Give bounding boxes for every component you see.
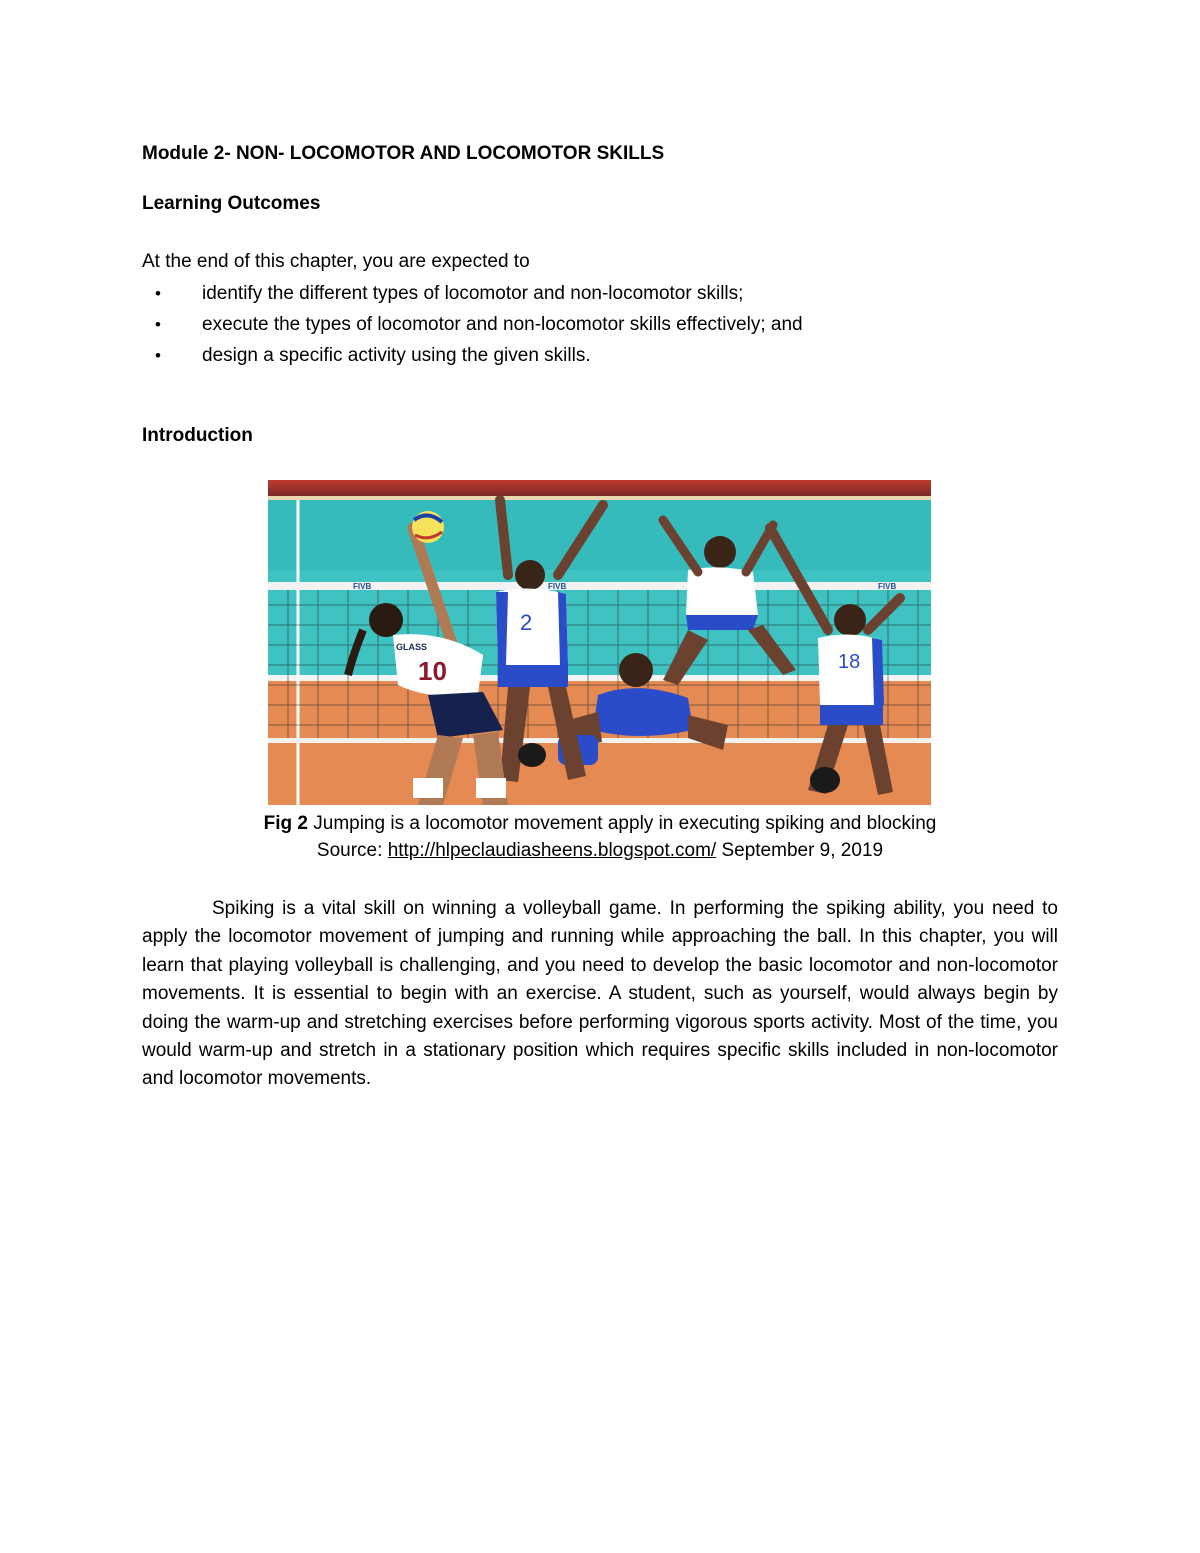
bullet-icon: • (155, 284, 161, 303)
net-sponsor-label: FIVB (548, 582, 567, 591)
jersey-number: 10 (418, 656, 447, 686)
figure-caption-text: Jumping is a locomotor movement apply in executing spiking and blocking (307, 813, 937, 834)
bullet-icon: • (155, 315, 161, 334)
source-label: Source: (316, 840, 388, 861)
court-edge (268, 496, 931, 500)
learning-outcomes-heading: Learning Outcomes (142, 193, 321, 214)
jersey-name: GLASS (396, 642, 428, 652)
volleyball-ball (412, 511, 444, 543)
volleyball-photo (268, 480, 931, 805)
volleyball-illustration (268, 480, 931, 805)
source-link[interactable]: http://hlpeclaudiasheens.blogspot.com/ (387, 840, 717, 861)
figure-label: Fig 2 (263, 813, 308, 834)
net-sponsor-label: FIVB (353, 582, 372, 591)
outcome-text: identify the different types of locomotor and non-locomotor skills; (202, 283, 744, 304)
jersey-number: 2 (520, 610, 533, 635)
crowd-banner (268, 480, 931, 496)
introduction-heading: Introduction (142, 425, 253, 446)
outcome-text: execute the types of locomotor and non-locomotor skills effectively; and (202, 314, 803, 335)
source-date: September 9, 2019 (716, 840, 884, 861)
figure-caption (0, 810, 1200, 864)
jersey-number: 18 (838, 651, 861, 673)
outcome-text: design a specific activity using the given skills. (202, 345, 591, 366)
module-title: Module 2- NON- LOCOMOTOR AND LOCOMOTOR SKILLS (142, 143, 665, 164)
body-paragraph: Spiking is a vital skill on winning a volleyball game. In performing the spiking ability, you need to apply the locomotor movement of jumping and running while approaching the ball. In this chapter, you will learn that playing volleyball is challenging, and you need to develop the basic locomotor and non-locomotor movements. It is essential to begin with an exercise. A student, such as yourself, would always begin by doing the warm-up and stretching exercises before performing vigorous sports activity. Most of the time, you would warm-up and stretch in a stationary position which requires specific skills included in non-locomotor and locomotor movements. (142, 898, 1058, 1090)
bullet-icon: • (155, 346, 161, 365)
net-sponsor-label: FIVB (878, 582, 897, 591)
outcomes-intro-text: At the end of this chapter, you are expected to (142, 251, 530, 272)
